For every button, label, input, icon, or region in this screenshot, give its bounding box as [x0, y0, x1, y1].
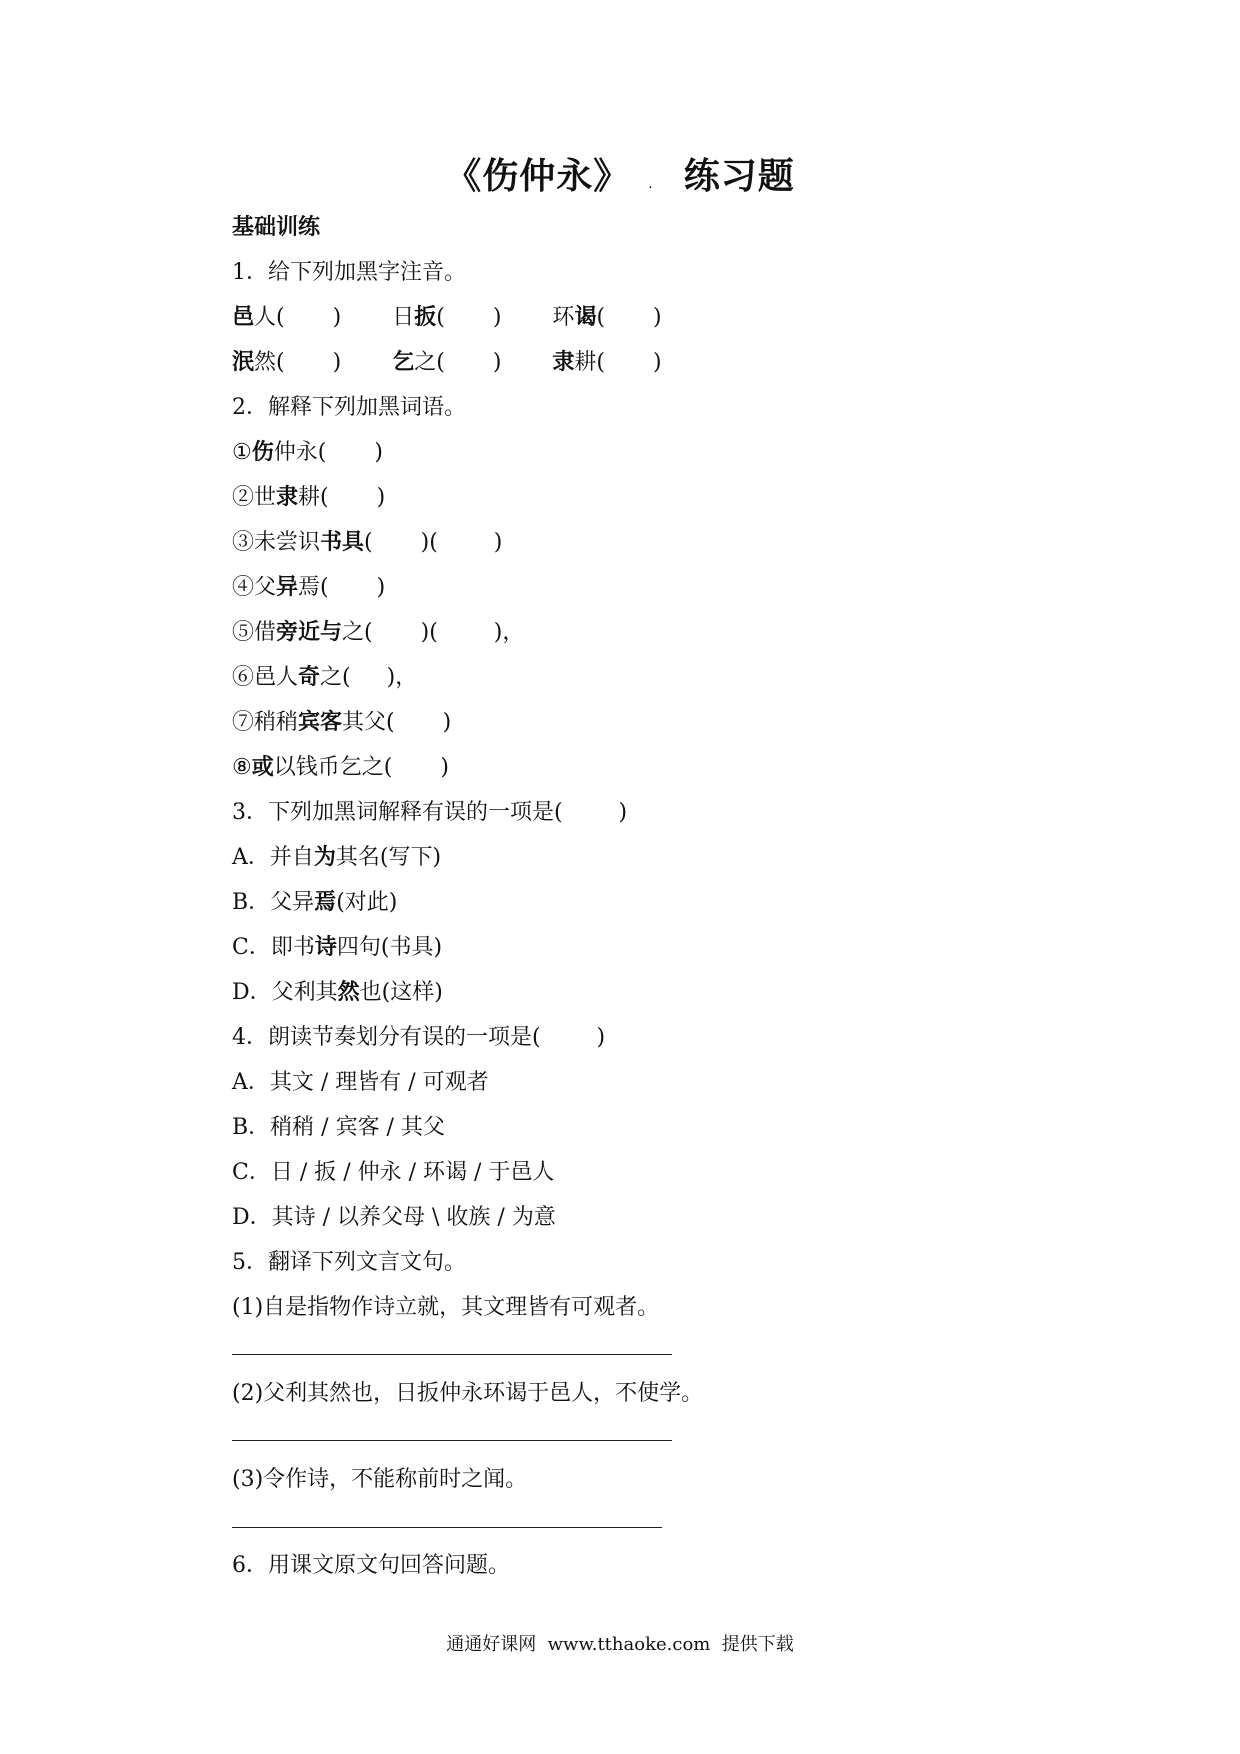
q5-prompt: 5．翻译下列文言文句。 [232, 1250, 466, 1275]
q5-item-3: (3)令作诗，不能称前时之闻。 [232, 1467, 528, 1492]
q3-prompt: 3．下列加黑词解释有误的一项是( ) [232, 800, 628, 825]
q1-item: 环谒( ) [552, 304, 662, 330]
q1-item: 隶耕( ) [552, 349, 662, 375]
q4-prompt: 4．朗读节奏划分有误的一项是( ) [232, 1025, 606, 1050]
q2-item-3: ③未尝识书具( )( ) [232, 529, 503, 555]
q3-option-a: A．并自为其名(写下) [232, 844, 442, 870]
q1-item: 乞之( ) [392, 349, 502, 375]
q5-item-2: (2)父利其然也，日扳仲永环谒于邑人，不使学。 [232, 1381, 704, 1406]
q3-option-b: B．父异焉(对此) [232, 889, 398, 915]
q4-option-c: C．日 / 扳 / 仲永 / 环谒 / 于邑人 [232, 1160, 555, 1185]
q2-item-1: ①伤仲永( ) [232, 439, 383, 465]
q1-row-2 [232, 345, 706, 376]
q1-item: 日扳( ) [392, 304, 502, 330]
q2-item-6: ⑥邑人奇之( )， [232, 664, 418, 690]
q1-item: 邑人( ) [232, 304, 342, 330]
q2-prompt: 2．解释下列加黑词语。 [232, 395, 466, 420]
q2-item-5: ⑤借旁近与之( )( )， [232, 619, 525, 645]
q5-item-1: (1)自是指物作诗立就，其文理皆有可观者。 [232, 1295, 660, 1320]
q2-item-8: ⑧或以钱币乞之( ) [232, 754, 449, 780]
q4-option-a: A．其文 / 理皆有 / 可观者 [232, 1070, 489, 1095]
q1-prompt: 1．给下列加黑字注音。 [232, 260, 466, 285]
q2-item-4: ④父异焉( ) [232, 574, 386, 600]
answer-line-1[interactable] [232, 1354, 672, 1355]
title-main: 《伤仲永》 [445, 156, 631, 197]
footer-note: 通通好课网 www.tthaoke.com 提供下载 [446, 1634, 794, 1655]
q4-option-d: D．其诗 / 以养父母 \ 收族 / 为意 [232, 1205, 556, 1230]
section-heading: 基础训练 [232, 215, 321, 240]
q4-option-b: B．稍稍 / 宾客 / 其父 [232, 1115, 445, 1140]
title-sub: 练习题 [683, 156, 795, 197]
answer-line-2[interactable] [232, 1440, 672, 1441]
page-title [0, 148, 1240, 199]
q2-item-2: ②世隶耕( ) [232, 484, 386, 510]
title-dot: . [648, 176, 654, 192]
q1-row-1 [232, 300, 706, 331]
q6-prompt: 6．用课文原文句回答问题。 [232, 1553, 510, 1578]
q3-option-d: D．父利其然也(这样) [232, 979, 443, 1005]
answer-line-3[interactable] [232, 1527, 662, 1528]
q1-item: 泯然( ) [232, 349, 342, 375]
q3-option-c: C．即书诗四句(书具) [232, 934, 443, 960]
q2-item-7: ⑦稍稍宾客其父( ) [232, 709, 452, 735]
